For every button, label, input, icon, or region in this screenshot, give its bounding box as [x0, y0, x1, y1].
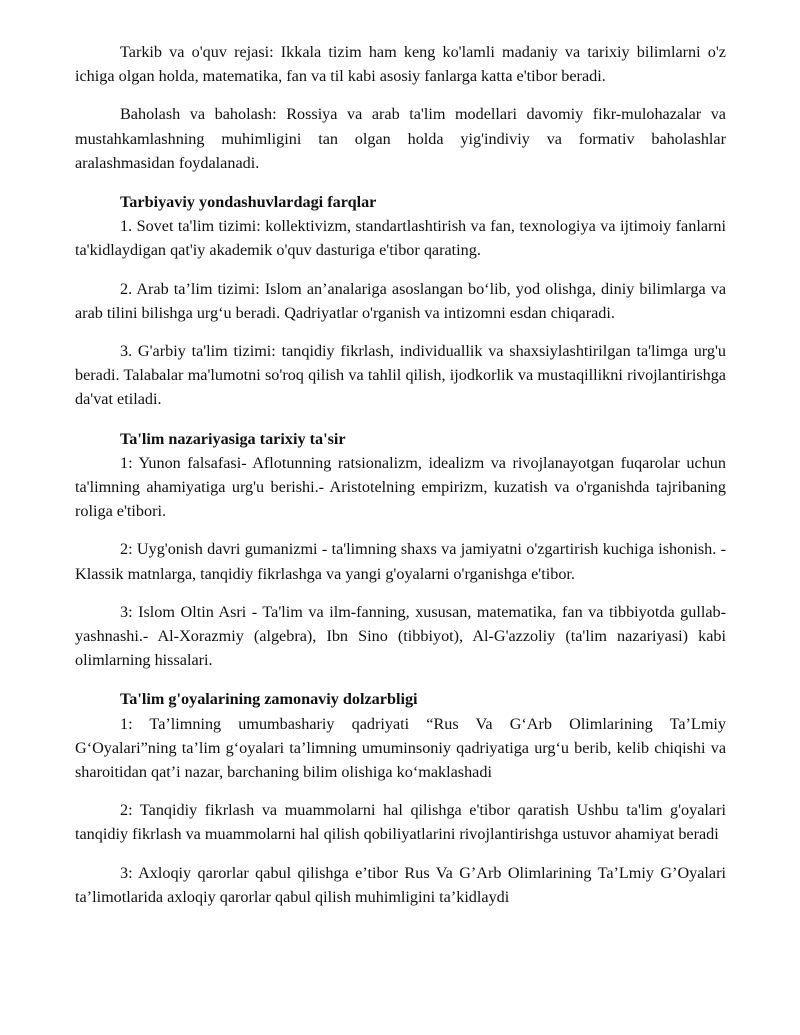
list-item-soviet-system: 1. Sovet ta'lim tizimi: kollektivizm, standartlashtirish va fan, texnologiya va ijtimoiy fanlarni ta'kidlaydigan qat'iy akademik o'quv dasturiga e'tibor qarating.: [75, 217, 726, 260]
list-item-universal-value: 1: Ta’limning umumbashariy qadriyati “Rus Va G‘Arb Olimlarining Ta’Lmiy G‘Oyalari”ning ta’lim g‘oyalari ta’limning umuminsoniy qadriyatiga urg‘u berib, kelib chiqishi va sharoitidan qat’i nazar, barchaning bilim olishiga ko‘maklashadi: [75, 714, 726, 782]
paragraph-curriculum: Tarkib va o'quv rejasi: Ikkala tizim ham keng ko'lamli madaniy va tarixiy bilimlarni o'z ichiga olgan holda, matematika, fan va til kabi asosiy fanlarga katta e'tibor beradi.: [75, 43, 726, 86]
list-item-arab-system: 2. Arab ta’lim tizimi: Islom an’analariga asoslangan bo‘lib, yod olishga, diniy bilimlarga va arab tilini bilishga urg‘u beradi. Qadriyatlar o'rganish va intizomni esdan chiqaradi.: [75, 279, 726, 322]
section-heading-historical-influence: Ta'lim nazariyasiga tarixiy ta'sir: [120, 429, 346, 448]
list-item-renaissance-humanism: 2: Uyg'onish davri gumanizmi - ta'limning shaxs va jamiyatni o'zgartirish kuchiga ishonish. - Klassik matnlarga, tanqidiy fikrlashga va yangi g'oyalarni o'rganishga e'tibor.: [75, 540, 726, 583]
list-item-islamic-golden-age: 3: Islom Oltin Asri - Ta'lim va ilm-fanning, xususan, matematika, fan va tibbiyotda gullab-yashnashi.- Al-Xorazmiy (algebra), Ibn Sino (tibbiyot), Al-G'azzoliy (ta'lim nazariyasi) kabi olimlarning hissalari.: [75, 602, 726, 670]
document-page: [75, 40, 726, 909]
paragraph-assessment: Baholash va baholash: Rossiya va arab ta'lim modellari davomiy fikr-mulohazalar va mustahkamlashning muhimligini tan olgan holda yig'indiviy va formativ baholashlar aralashmasidan foydalanadi.: [75, 105, 726, 172]
list-item-greek-philosophy: 1: Yunon falsafasi- Aflotunning ratsionalizm, idealizm va rivojlanayotgan fuqarolar uchun ta'limning ahamiyatiga urg'u berishi.- Aristotelning empirizm, kuzatish va o'rganishda tajribaning roliga e'tibori.: [75, 453, 726, 521]
list-item-critical-thinking: 2: Tanqidiy fikrlash va muammolarni hal qilishga e'tibor qaratish Ushbu ta'lim g'oyalari tanqidiy fikrlash va muammolarni hal qilish qobiliyatlarini rivojlantirishga ustuvor ahamiyat beradi: [75, 801, 726, 844]
section-heading-modern-relevance: Ta'lim g'oyalarining zamonaviy dolzarbligi: [120, 690, 418, 709]
section-heading-differences: Tarbiyaviy yondashuvlardagi farqlar: [120, 193, 377, 212]
list-item-ethical-decisions: 3: Axloqiy qarorlar qabul qilishga e’tibor Rus Va G’Arb Olimlarining Ta’Lmiy G’Oyalari ta’limotlarida axloqiy qarorlar qabul qilish muhimligini ta’kidlaydi: [75, 863, 726, 906]
list-item-western-system: 3. G'arbiy ta'lim tizimi: tanqidiy fikrlash, individuallik va shaxsiylashtirilgan ta'limga urg'u beradi. Talabalar ma'lumotni so'roq qilish va tahlil qilish, ijodkorlik va mustaqillikni rivojlantirishga da'vat etiladi.: [75, 342, 726, 409]
